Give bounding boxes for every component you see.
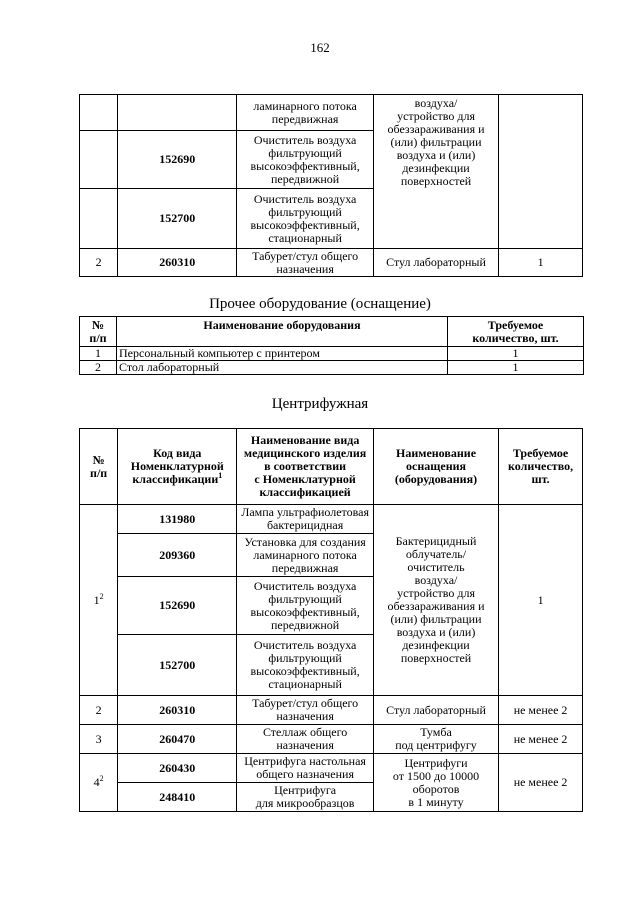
row-number (80, 505, 118, 696)
code-cell: 260310 (118, 696, 237, 725)
name-cell: Очиститель воздуха фильтрующий высокоэффективный, стационарный (237, 635, 374, 696)
name-cell: Стеллаж общего назначения (237, 725, 374, 754)
header-code (118, 429, 237, 505)
footnote-marker: 2 (99, 591, 104, 601)
code-cell: 260310 (118, 249, 237, 277)
qty-cell: не менее 2 (499, 725, 583, 754)
code-cell: 152700 (118, 635, 237, 696)
row-number (80, 754, 118, 812)
row-number-text: 1 (93, 592, 100, 607)
equipment-cell: Центрифуги от 1500 до 10000 оборотов в 1 минуту (373, 754, 498, 812)
continuation-table (79, 94, 583, 277)
row-number: 1 (80, 347, 117, 361)
equipment-cell: воздуха/ устройство для обеззараживания и (или) фильтрации воздуха и (или) дезинфекции поверхностей (373, 95, 498, 249)
code-cell: 131980 (118, 505, 237, 534)
code-cell: 152690 (118, 577, 237, 635)
name-cell: Центрифуга для микрообразцов (237, 783, 374, 812)
other-equipment-table (79, 316, 584, 375)
footnote-marker: 2 (99, 774, 104, 783)
header-num: № п/п (80, 429, 118, 505)
page-number: 162 (310, 40, 330, 55)
equipment-cell: Стул лабораторный (373, 249, 498, 277)
header-equipment: Наименование оснащения (оборудования) (373, 429, 498, 505)
section-title-other-equipment: Прочее оборудование (оснащение) (209, 296, 431, 312)
name-cell: Очиститель воздуха фильтрующий высокоэффективный, стационарный (237, 189, 374, 249)
name-cell: Персональный компьютер с принтером (117, 347, 448, 361)
row-number: 2 (80, 361, 117, 375)
qty-cell: 1 (499, 505, 583, 696)
header-qty: Требуемое количество, шт. (448, 317, 584, 347)
footnote-marker: 1 (218, 471, 223, 480)
name-cell: Лампа ультрафиолетовая бактерицидная (237, 505, 374, 534)
code-cell (118, 95, 237, 131)
row-number: 3 (80, 725, 118, 754)
qty-cell: не менее 2 (499, 696, 583, 725)
equipment-cell: Стул лабораторный (373, 696, 498, 725)
name-cell: Очиститель воздуха фильтрующий высокоэффективный, передвижной (237, 577, 374, 635)
qty-cell: 1 (448, 361, 584, 375)
table-cell (80, 131, 118, 189)
header-code-text: Код вида Номенклатурной классификации (130, 446, 224, 486)
code-cell: 152700 (118, 189, 237, 249)
name-cell: Центрифуга настольная общего назначения (237, 754, 374, 783)
row-number: 2 (80, 249, 118, 277)
name-cell: ламинарного потока передвижная (237, 95, 374, 131)
equipment-cell: Бактерицидный облучатель/ очиститель воздуха/ устройство для обеззараживания и (или) фильтрации воздуха и (или) дезинфекции поверхностей (373, 505, 498, 696)
header-name: Наименование вида медицинского изделия в соответствии с Номенклатурной классификацией (237, 429, 374, 505)
header-num: № п/п (80, 317, 117, 347)
qty-cell: 1 (499, 249, 583, 277)
qty-cell: 1 (448, 347, 584, 361)
name-cell: Установка для создания ламинарного потока передвижная (237, 534, 374, 577)
row-number-text: 4 (93, 775, 100, 789)
name-cell: Табурет/стул общего назначения (237, 696, 374, 725)
code-cell: 260470 (118, 725, 237, 754)
name-cell: Стол лабораторный (117, 361, 448, 375)
centrifuge-table (79, 428, 583, 812)
name-cell: Табурет/стул общего назначения (237, 249, 374, 277)
code-cell: 152690 (118, 131, 237, 189)
row-number: 2 (80, 696, 118, 725)
table-cell (80, 95, 118, 131)
section-title-centrifuge: Центрифужная (271, 396, 369, 412)
code-cell: 209360 (118, 534, 237, 577)
code-cell: 248410 (118, 783, 237, 812)
qty-cell (499, 95, 583, 249)
equipment-cell: Тумба под центрифугу (373, 725, 498, 754)
table-cell (80, 189, 118, 249)
code-cell: 260430 (118, 754, 237, 783)
header-qty: Требуемое количество, шт. (499, 429, 583, 505)
name-cell: Очиститель воздуха фильтрующий высокоэффективный, передвижной (237, 131, 374, 189)
header-name: Наименование оборудования (117, 317, 448, 347)
qty-cell: не менее 2 (499, 754, 583, 812)
